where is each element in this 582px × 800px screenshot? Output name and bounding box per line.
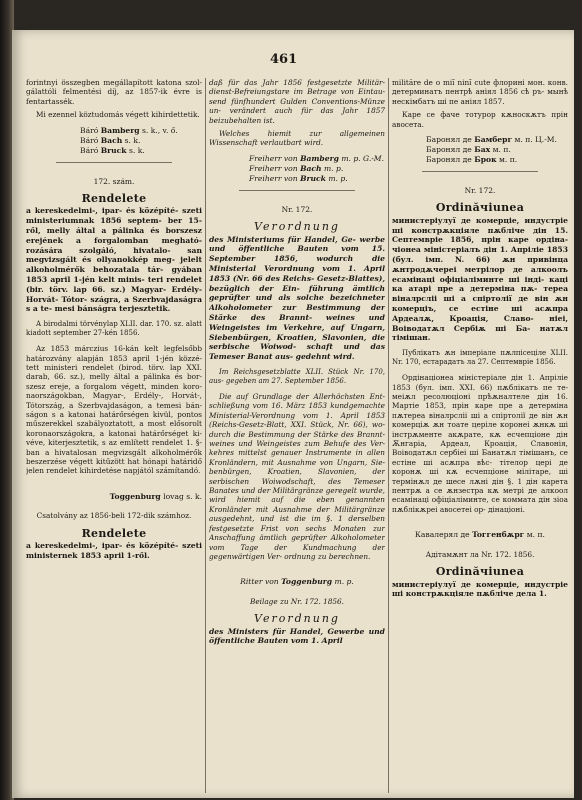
decree-title-2: des Ministers für Handel, Gewerbe und öffentliche Bauten vom 1. April bbox=[209, 626, 385, 646]
signer: Báró Bruck s. k. bbox=[80, 145, 145, 155]
column-hungarian bbox=[26, 78, 202, 793]
signer: Баронял де Бах м. п. bbox=[426, 145, 511, 155]
decree-number: Nr. 172. bbox=[464, 186, 496, 196]
closing-signature: Toggenburg lovag s. k. bbox=[109, 491, 202, 501]
decree-title: a kereskedelmi-, ipar- és középíté- szeti ministeriumnak 1856 septem- ber 15-ről, melly által a pálinka és borszesz erejének a forgalomban megható- rozására szolgáló, hivatalo- san megvizsgált és ollyanokkép meg- jelelt alkoholmérők behozatala tár- gyában 1853 april 1-jén kelt minis- teri rendelet (bir. törv. lap 66. sz.) Magyar- Erdély- Horvát- Tótor- szágra, a Szerbvajdaságra s a te- mesi bánságra terjesztetik. bbox=[26, 206, 202, 314]
decree-title: министерiулуї де комерцiе, индустріе ші констрѫкціяле пѫбліче дін 15. Септемвріе 1856, прін каре ордіна- чіонеа міністеріалъ дін 1. Апріліе 1853 (бул. імп. N. 66) ѫн привінца ѫнтродѫчереі метрілор де алкоолъ есамінаці офіціаліминте ші інді- каці ка атарі пре а детерміна пѫ- тереа віналрсліі ші а спіртолії де він ѫн комерцiъ, се естіне ші асѫпра Ардеалѫ, Кроація, Славо- ніеі, Воіводатѫл Сербіѫ ші Ба- натѫл тімішан. bbox=[392, 215, 568, 343]
intro-text: milităre de o miĭ ninĭ cute флорині мон. конв. детерминатъ пентрѣ аніял 1856 сѣ ръ- мынѣ нескімбатъ ші пе аніял 1857. bbox=[392, 78, 568, 106]
decree-title: des Ministeriums für Handel, Ge- werbe und öffentliche Bauten vom 15. September 1856, wodurch die Ministerial Verordnung vom 1. April 1853 (Nr. 66 des Reichs- Gesetz-Blattes), bezüglich der Ein- führung ämtlich geprüfter und als solche bezeichneter Alkoholometer zur Bestimmung der Stärke des Brannt- weines und Weingeistes im Verkehre, auf Ungarn, Siebenbürgen, Kroatien, Slavonien, die serbische Woiwod- schaft und das Temeser Banat aus- gedehnt wird. bbox=[209, 234, 385, 362]
decree-number: Nr. 172. bbox=[281, 204, 313, 214]
divider bbox=[56, 162, 172, 163]
announcement: Каре се фаче тотурор кѫноскѫтъ прін авосета. bbox=[392, 110, 568, 129]
column-rule bbox=[205, 78, 206, 793]
decree-heading: Verordnung bbox=[254, 220, 340, 234]
decree-heading: Rendelete bbox=[81, 192, 147, 206]
divider bbox=[422, 171, 538, 172]
source-note: A birodalmi törvénylap XLII. dar. 170. sz. alatt kiadott september 27-kén 1856. bbox=[26, 320, 202, 338]
column-german bbox=[209, 78, 385, 793]
signer: Freiherr von Bach m. p. bbox=[249, 163, 344, 173]
decree-body: Ордінацiонеа міністеріале дін 1. Апріліе 1853 (бул. імп. XXI. 66) пѫблікатъ пе те- меіѫл ресолюціоні прѣѫналтеле дін 16. Мартіе 1853, прін каре пре а детерміна пѫтереа віналрсліі ші а спіртолії де він ѫн комерціѫ ѫн тоате церіле коронеі ѫнкѫ ші інстрѫменте акѫрате, кѫ есчепціоне дін Ѫнгаріа, Ардеал, Кроація, Славонія, Воіводатѫл сербіеі ші Банатѫл тімішанъ, се естіне ші асѫпра вѣс- тітелор цері де коронѫ ші кѫ есчепціоне мілітаре, ші термінѫл де шесе лѫні дін §. 1 дін карета пентрѫ а се ѫнзестра кѫ метрі де алкоол есамінаці офіціаліминте, се коммата дін зіоа пѫблікѫреі авосетеі ор- дінацiоні. bbox=[392, 373, 568, 514]
column-romanian bbox=[392, 78, 568, 793]
addendum-label: Адітамѫнт ла Nr. 172. 1856. bbox=[425, 549, 535, 559]
decree-heading-2: Verordnung bbox=[254, 612, 340, 626]
decree-number: 172. szám. bbox=[93, 176, 135, 186]
source-note: Публікатъ ѫн імперiале пѫлпісеціле XLII. Nr. 170, естарадатъ ла 27. Септемвріе 1856. bbox=[392, 349, 568, 367]
decree-title-2: министерiулуї де комерцiе, индустріе ші констрѫкціяле пѫбліче дела 1. bbox=[392, 579, 568, 599]
decree-body: Die auf Grundlage der Allerhöchsten Ent- schließung vom 16. März 1853 kundgemachte Ministerial-Verordnung vom 1. April 1853 (Reichs-Gesetz-Blatt, XXI. Stück, Nr. 66), wo- durch die Bestimmung der Stärke des Brannt- weines und Weingeistes zum Behufe des Ver- kehres mittelst genauer Instrumente in allen Kronländern, mit Ausnahme von Ungarn, Sie- benbürgen, Kroatien, Slavonien, der serbischen Woiwodschaft, des Temeser Banates und der Militärgränze geregelt wurde, wird hiemit auf die eben genannten Kronländer mit Ausnahme der Militärgränze ausgedehnt, und ist die im §. 1 derselben festgesetzte Frist von sechs Monaten zur Anschaffung ämtlich geprüfter Alkoholometer vom Tage der Kundmachung der gegenwärtigen Ver- ordnung zu berechnen. bbox=[209, 392, 385, 561]
signer: Báró Bach s. k. bbox=[80, 135, 141, 145]
decree-heading-2: Rendelete bbox=[81, 526, 147, 540]
signer: Freiherr von Bamberg m. p. G.-M. bbox=[249, 153, 384, 163]
decree-heading-2: Ordinăчiunea bbox=[435, 565, 525, 579]
signer: Баронял де Бамберг м. п. Ц.-М. bbox=[426, 135, 557, 145]
closing-signature: Ritter von Toggenburg m. p. bbox=[240, 577, 354, 587]
decree-body: Az 1853 márczius 16-kán kelt legfelsőbb határozvány alapján 1853 april 1-jén közzé- tett ministeri rendelet (birod. törv. lap XXI. darab, 66. sz.), melly által a pálinka és bor- szesz ereje, a forgalom végett, minden koro- naországokban, Magyar-, Erdély-, Horvát-, Tótország, a Szerbvajdaságon, a temesi bán- ságon s a katonai határőrségen kivül, pontos műszerekkel szabályoztatott, a most elősorolt koronaországokra, a katonai határőrséget ki- véve, kiterjesztetik, s az említett rendelet 1. §-ban a hivatalosan megvizsgált alkoholmérők beszerzése végett kitűzött hat hónapi határidő jelen rendelet kihirdetése napjától számítandó. bbox=[26, 344, 202, 476]
addendum-label: Beilage zu Nr. 172. 1856. bbox=[249, 596, 345, 606]
signature-block bbox=[392, 135, 568, 165]
announcement: Mi ezennel köztudomás végett kihirdettetik. bbox=[36, 110, 200, 120]
decree-heading: Ordinăчiunea bbox=[435, 201, 525, 215]
intro-text: daß für das Jahr 1856 festgesetzte Militär- dienst-Befreiungstare im Betrage von Eintau- send fünfhundert Gulden Conventions-Münze un- verändert auch für das Jahr 1857 beizubehalten ist. bbox=[209, 78, 385, 125]
closing-signature: Кавалерял де Toггенбѫрг м. п. bbox=[415, 530, 545, 540]
decree-title-2: a kereskedelmi-, ipar- és középíté- szeti ministernek 1853 april 1-ről. bbox=[26, 541, 202, 560]
document-page bbox=[12, 30, 574, 798]
intro-text: forintnyi összegben megállapított katona szol- gálattóli felmentési díj, az 1857-ik évre is fentartassék. bbox=[26, 78, 202, 106]
column-rule bbox=[388, 78, 389, 793]
signer: Баронял де Брок м. п. bbox=[426, 155, 518, 165]
page-number: 461 bbox=[270, 52, 298, 67]
signature-block bbox=[26, 126, 202, 156]
announcement: Welches hiemit zur allgemeinen Wissenschaft verlautbart wird. bbox=[209, 129, 385, 148]
signer: Freiherr von Bruck m. p. bbox=[249, 173, 348, 183]
source-note: Im Reichsgesetzblatte XLII. Stück Nr. 170, aus- gegeben am 27. September 1856. bbox=[209, 368, 385, 386]
addendum-label: Csatolvány az 1856-beli 172-dik számhoz. bbox=[36, 511, 192, 521]
signature-block bbox=[209, 154, 385, 184]
signer: Báró Bamberg s. k., v. ő. bbox=[80, 125, 178, 135]
divider bbox=[239, 190, 355, 191]
